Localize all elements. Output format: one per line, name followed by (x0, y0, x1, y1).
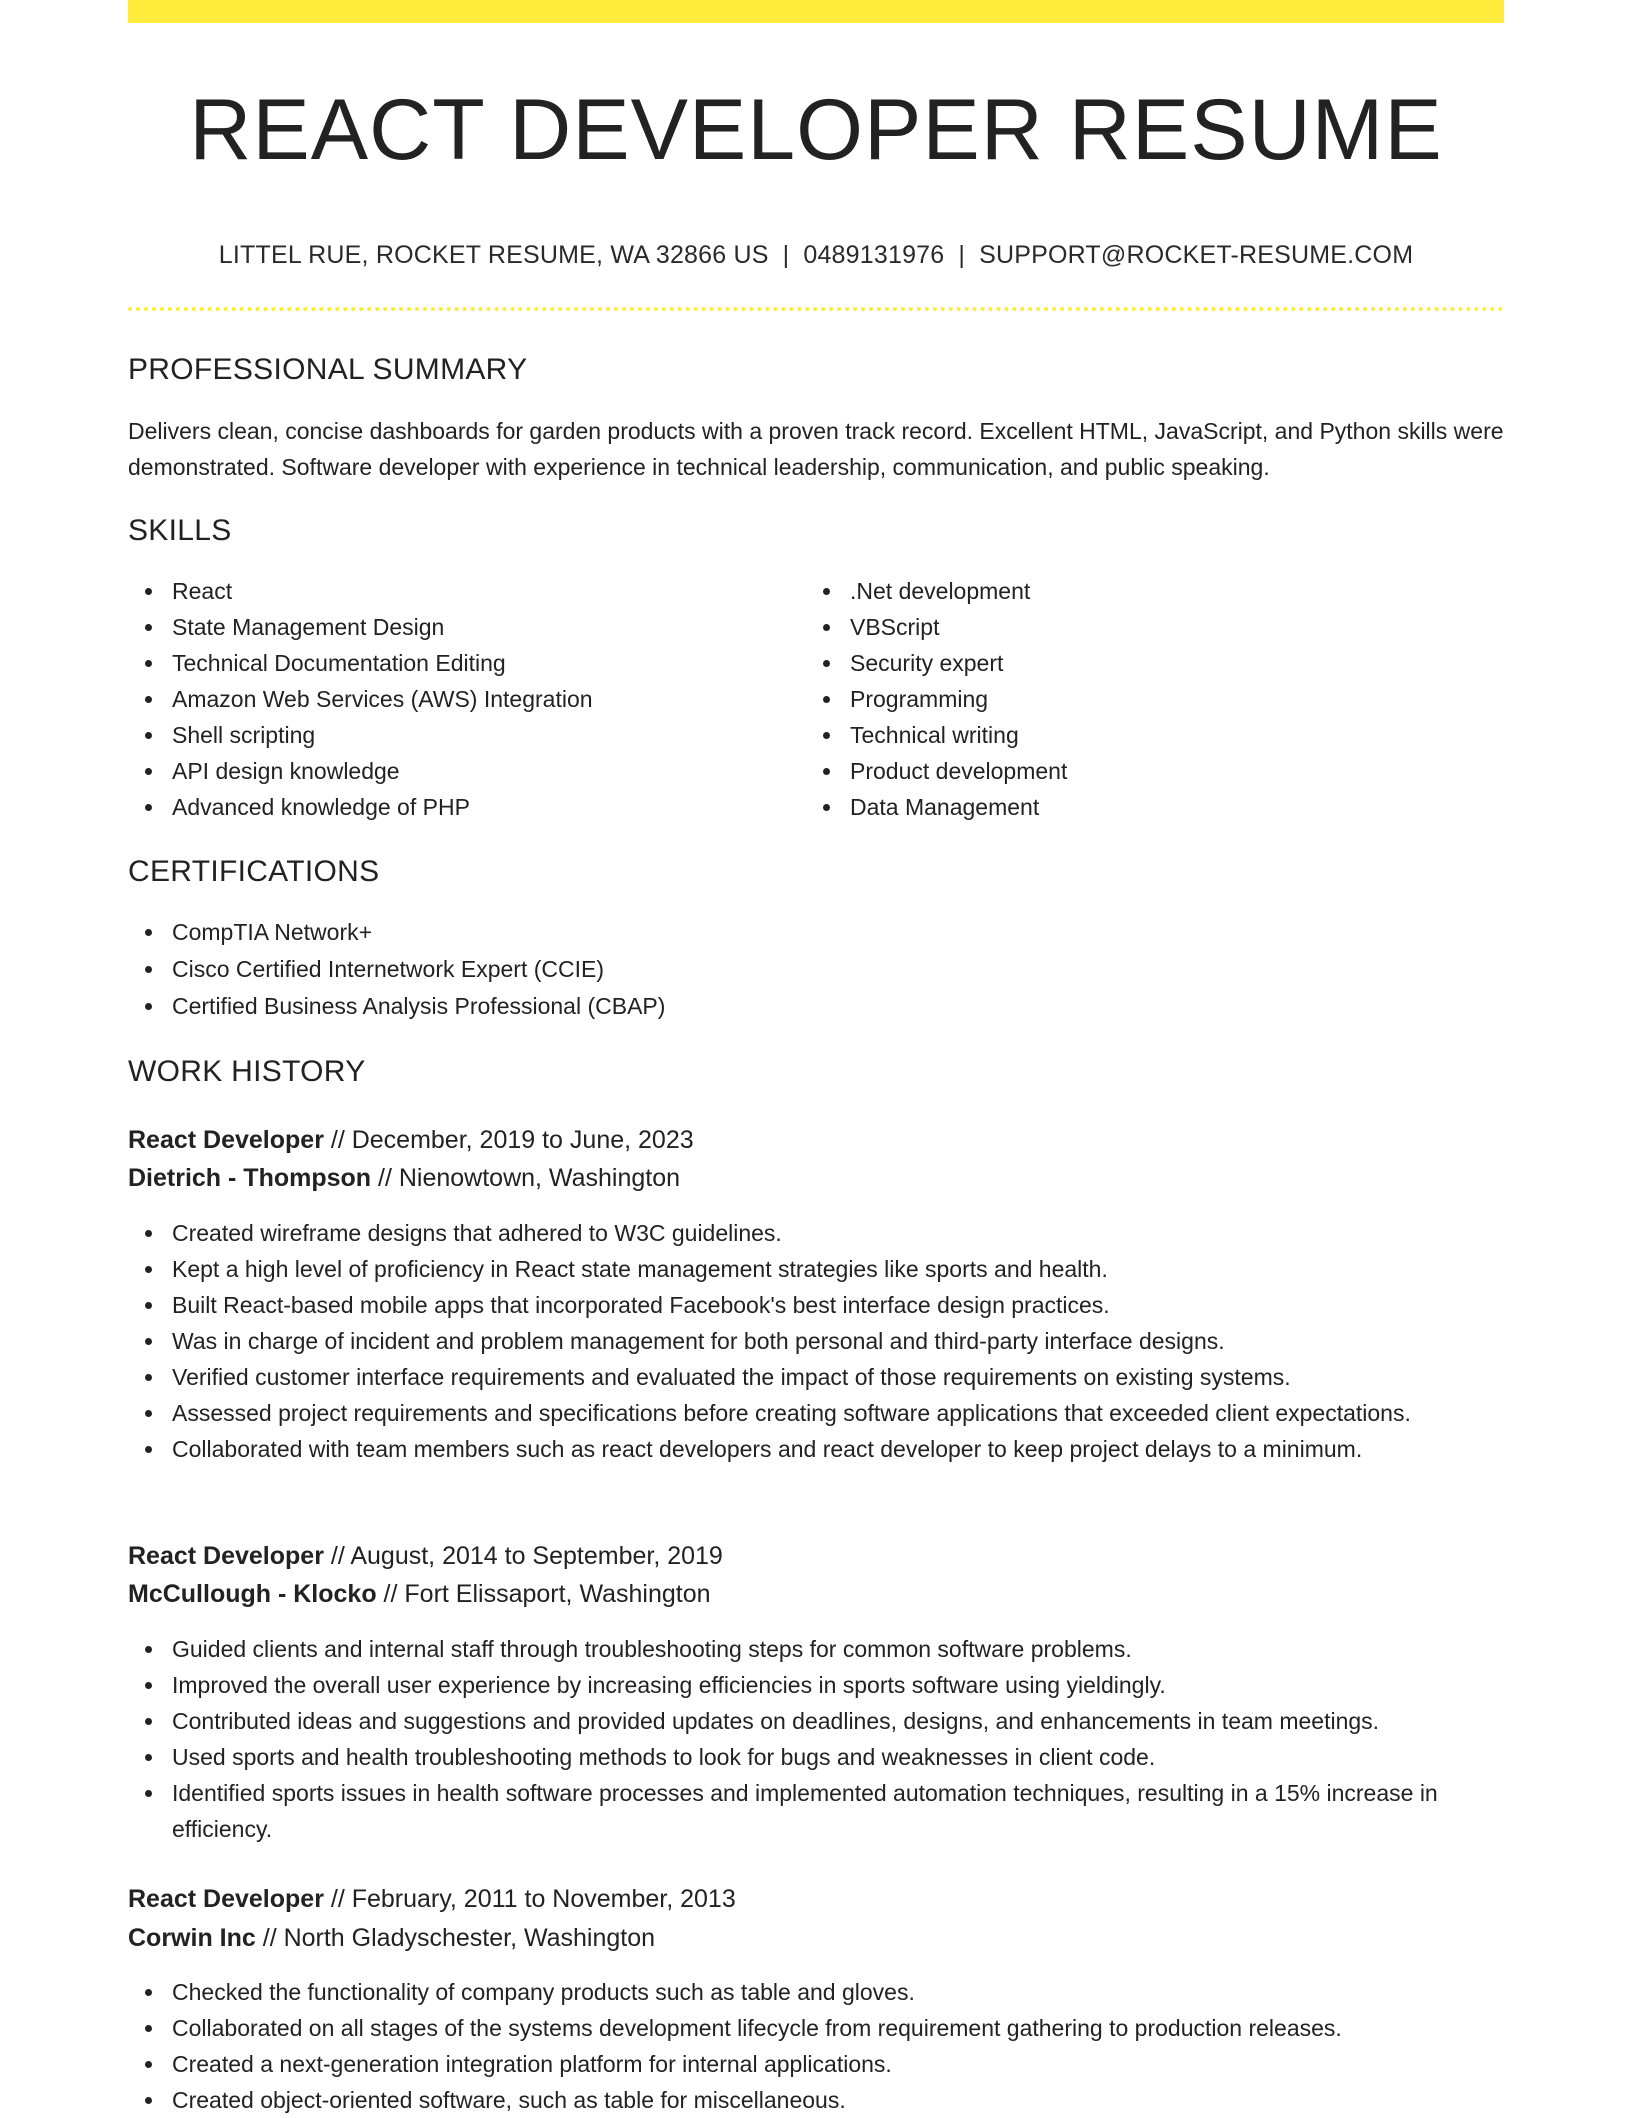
contact-separator: | (958, 241, 966, 269)
job-bullet: Created object-oriented software, such as table for miscellaneous. (172, 2082, 1548, 2118)
skill-item: Amazon Web Services (AWS) Integration (172, 681, 802, 717)
job-bullets (128, 1631, 1548, 1847)
job-company-line (128, 1919, 1504, 1957)
skill-item: React (172, 573, 802, 609)
certification-item: Certified Business Analysis Professional (CBAP) (172, 988, 1472, 1025)
skill-item: Product development (850, 753, 1500, 789)
job-bullet: Kept a high level of proficiency in React state management strategies like sports and health. (172, 1251, 1548, 1287)
job-bullet: Built React-based mobile apps that incorporated Facebook's best interface design practices. (172, 1287, 1548, 1323)
job-company: Corwin Inc (128, 1924, 256, 1952)
certification-item: CompTIA Network+ (172, 914, 1472, 951)
skill-item: Technical Documentation Editing (172, 645, 802, 681)
job-bullet: Created wireframe designs that adhered to W3C guidelines. (172, 1215, 1548, 1251)
resume-title: REACT DEVELOPER RESUME (189, 82, 1443, 178)
job-company-line (128, 1159, 1504, 1197)
job-title-line (128, 1880, 1504, 1918)
job-dates: // February, 2011 to November, 2013 (323, 1885, 736, 1913)
job-bullet: Created a next-generation integration platform for internal applications. (172, 2046, 1548, 2082)
dotted-divider (128, 307, 1504, 311)
job-bullet: Improved the overall user experience by increasing efficiencies in sports software using yieldingly. (172, 1667, 1548, 1703)
job-bullet: Was in charge of incident and problem management for both personal and third-party interface designs. (172, 1323, 1548, 1359)
job-role: React Developer (128, 1885, 324, 1913)
job-dates: // August, 2014 to September, 2019 (323, 1542, 723, 1570)
job-location: // Fort Elissaport, Washington (376, 1580, 711, 1608)
skill-item: API design knowledge (172, 753, 802, 789)
job-bullet: Identified sports issues in health software processes and implemented automation techniques, resulting in a 15% increase in efficiency. (172, 1775, 1548, 1847)
contact-email: SUPPORT@ROCKET-RESUME.COM (979, 241, 1414, 269)
skill-item: Programming (850, 681, 1500, 717)
job-company-line (128, 1575, 1504, 1613)
job-bullet: Collaborated with team members such as react developers and react developer to keep project delays to a minimum. (172, 1431, 1548, 1467)
job-bullet: Verified customer interface requirements and evaluated the impact of those requirements on existing systems. (172, 1359, 1548, 1395)
job-company: Dietrich - Thompson (128, 1164, 372, 1192)
job-bullet: Checked the functionality of company products such as table and gloves. (172, 1974, 1548, 2010)
certification-item: Cisco Certified Internetwork Expert (CCIE) (172, 951, 1472, 988)
skills-heading: SKILLS (128, 514, 232, 547)
work-history-heading: WORK HISTORY (128, 1055, 366, 1088)
contact-separator: | (782, 241, 790, 269)
skill-item: Shell scripting (172, 717, 802, 753)
summary-heading: PROFESSIONAL SUMMARY (128, 353, 528, 386)
job-bullet: Guided clients and internal staff through troubleshooting steps for common software problems. (172, 1631, 1548, 1667)
job-dates: // December, 2019 to June, 2023 (323, 1126, 694, 1154)
contact-phone: 0489131976 (803, 241, 945, 269)
job-title-line (128, 1537, 1504, 1575)
skill-item: Security expert (850, 645, 1500, 681)
skill-item: .Net development (850, 573, 1500, 609)
certifications-heading: CERTIFICATIONS (128, 855, 380, 888)
skill-item: State Management Design (172, 609, 802, 645)
skill-item: VBScript (850, 609, 1500, 645)
job-location: // North Gladyschester, Washington (255, 1924, 656, 1952)
summary-text: Delivers clean, concise dashboards for garden products with a proven track record. Excellent HTML, JavaScript, and Python skills were demonstrated. Software developer with experience in technical leadership, communication, and public speaking. (128, 418, 1504, 480)
skill-item: Technical writing (850, 717, 1500, 753)
skills-list-left (128, 573, 802, 825)
skill-item: Data Management (850, 789, 1500, 825)
job-bullet: Collaborated on all stages of the systems development lifecycle from requirement gathering to production releases. (172, 2010, 1548, 2046)
job-bullet: Used sports and health troubleshooting methods to look for bugs and weaknesses in client code. (172, 1739, 1548, 1775)
job-role: React Developer (128, 1126, 324, 1154)
job-bullets (128, 1974, 1548, 2118)
certifications-list (128, 914, 1472, 1025)
job-company: McCullough - Klocko (128, 1580, 377, 1608)
skills-list-right (806, 573, 1500, 825)
job-bullet: Contributed ideas and suggestions and provided updates on deadlines, designs, and enhancements in team meetings. (172, 1703, 1548, 1739)
skill-item: Advanced knowledge of PHP (172, 789, 802, 825)
top-accent-bar (128, 0, 1504, 23)
job-title-line (128, 1121, 1504, 1159)
job-role: React Developer (128, 1542, 324, 1570)
job-location: // Nienowtown, Washington (371, 1164, 681, 1192)
contact-address: LITTEL RUE, ROCKET RESUME, WA 32866 US (218, 241, 769, 269)
job-bullets (128, 1215, 1548, 1467)
contact-line (128, 238, 1504, 272)
job-bullet: Assessed project requirements and specifications before creating software applications that exceeded client expectations. (172, 1395, 1548, 1431)
